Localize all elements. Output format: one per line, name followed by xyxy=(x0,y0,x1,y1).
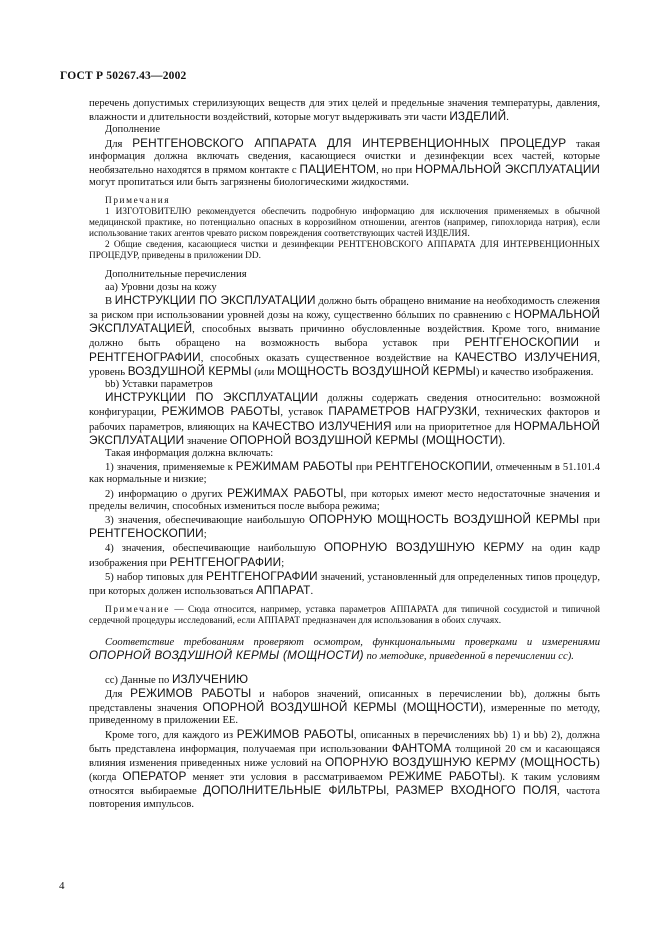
term-caps: РЕЖИМАХ РАБОТЫ xyxy=(227,485,344,500)
text-run: перечень допустимых стерилизующих веществ для этих целей и предельные значения температуры, давления, влажности и длительности воздействий, которые могут выдерживать эти части xyxy=(89,98,600,124)
paragraph-b13 xyxy=(89,460,600,486)
term-caps: НОРМАЛЬНОЙ ЭКСПЛУАТАЦИИ xyxy=(415,162,601,177)
paragraph-b21 xyxy=(89,687,600,728)
term-caps: ОПЕРАТОР xyxy=(122,769,187,784)
term-caps: ОПОРНОЙ ВОЗДУШНОЙ КЕРМЫ (МОЩНОСТИ) xyxy=(202,700,484,715)
document-header: ГОСТ Р 50267.43—2002 xyxy=(60,70,187,82)
term-caps: АППАРАТ xyxy=(255,583,311,598)
text-run: Кроме того, для каждого из xyxy=(105,729,237,741)
text-run: 1 ИЗГОТОВИТЕЛЮ рекомендуется обеспечить подробную информацию для исключения применяемых в обычной медицинской практике, но потенциально опасных в коррозийном отношении, агентов (например, гипохлорида натрия), если использование таких агентов чревато риском повреждения соответствующих частей ИЗДЕЛИЯ. xyxy=(89,207,600,240)
text-run: могут пропитаться или быть загрязнены биологическими жидкостями. xyxy=(89,177,409,189)
text-run: 1) значения, применяемые к xyxy=(105,462,236,474)
term-caps: РЕНТГЕНОСКОПИИ xyxy=(89,526,204,541)
text-run: значение xyxy=(184,435,230,447)
spacer xyxy=(89,262,600,269)
text-run: при xyxy=(352,462,376,474)
paragraph-b19 xyxy=(89,637,600,662)
text-run: сс) Данные по xyxy=(105,674,172,686)
text-run: , технических факторов и рабочих параметров, влияющих на xyxy=(89,407,601,433)
paragraph-b16 xyxy=(89,541,600,569)
term-caps: РЕНТГЕНОГРАФИИ xyxy=(89,349,201,364)
paragraph-b18 xyxy=(89,605,600,627)
text-run: , уровень xyxy=(89,352,600,378)
term-caps: ОПОРНОЙ ВОЗДУШНОЙ КЕРМЫ (МОЩНОСТИ) xyxy=(229,432,503,447)
text-run: , способных вызвать причинно обусловленные воздействия. Кроме того, внимание должно быть обращено на возможность выбора уставок при xyxy=(89,324,600,350)
term-caps: КАЧЕСТВО ИЗЛУЧЕНИЯ xyxy=(454,349,598,364)
text-run: такая информация должна включать сведения, касающиеся очистки и дезинфекции всех частей, которые необязательно находятся в прямом контакте с xyxy=(89,138,600,177)
paragraph-b6 xyxy=(89,240,600,262)
text-run: — Сюда относится, например, уставка параметров АППАРАТА для типичной сосудистой и типичной сердечной процедуры исследований, если АППАРАТ предназначен для использования в обоих случаях. xyxy=(89,605,600,627)
term-caps: РЕЖИМАМ РАБОТЫ xyxy=(235,459,353,474)
term-caps: ИЗЛУЧЕНИЮ xyxy=(171,671,249,686)
text-run: Для xyxy=(105,688,131,700)
text-run: должно быть обращено внимание на необходимость слежения за риском при использовании уровней дозы на кожу, существенно бóльших по сравнению с xyxy=(89,295,600,322)
paragraph-b7 xyxy=(89,269,600,281)
term-caps: РЕНТГЕНОГРАФИИ xyxy=(169,554,282,569)
term-caps: РАЗМЕР ВХОДНОГО ПОЛЯ xyxy=(395,783,558,798)
text-run: ; xyxy=(281,557,285,569)
document-body xyxy=(89,98,600,811)
text-run: . xyxy=(310,586,314,598)
term-caps: РЕНТГЕНОСКОПИИ xyxy=(375,459,491,474)
paragraph-b1 xyxy=(89,98,600,124)
paragraph-b15 xyxy=(89,513,600,541)
text-run: Дополнение xyxy=(105,124,161,136)
text-run: 4) значения, обеспечивающие наибольшую xyxy=(105,543,324,555)
term-caps: РЕЖИМОВ РАБОТЫ xyxy=(161,404,281,419)
text-run: , описанных в перечислениях bb) 1) и bb) 2), должна быть представлена информация, получаемая при использовании xyxy=(89,729,600,755)
text-run: ; xyxy=(203,529,207,541)
term-caps: ВОЗДУШНОЙ КЕРМЫ xyxy=(127,363,252,378)
text-run: по методике, приведенной в перечислении сс). xyxy=(363,650,574,662)
paragraph-b9 xyxy=(89,294,600,379)
term-caps: ФАНТОМА xyxy=(391,740,452,755)
text-run: ). К таким условиям относятся выбираемые xyxy=(89,772,600,798)
term-caps: РЕНТГЕНОВСКОГО АППАРАТА ДЛЯ ИНТЕРВЕНЦИОННЫХ ПРОЦЕДУР xyxy=(132,135,567,150)
note-label: Примечание xyxy=(105,605,170,616)
text-run: , частота повторения импульсов. xyxy=(89,786,601,810)
paragraph-b4 xyxy=(89,196,600,207)
text-run: , при которых имеют место недостаточные значения и пределы величин, способных измениться после выбора режима; xyxy=(89,488,600,512)
page-number: 4 xyxy=(59,880,65,892)
text-run: значений, установленный для определенных типов процедур, при которых должен использоваться xyxy=(89,571,600,598)
text-run: при xyxy=(579,515,601,527)
term-caps: ИНСТРУКЦИИ ПО ЭКСПЛУАТАЦИИ xyxy=(105,390,319,405)
spacer xyxy=(89,189,600,196)
term-caps: РЕЖИМОВ РАБОТЫ xyxy=(130,685,252,700)
text-run: ) и качество изображения. xyxy=(475,366,594,378)
paragraph-b11 xyxy=(89,391,600,448)
spacer xyxy=(89,663,600,673)
text-run: 5) набор типовых для xyxy=(105,571,207,583)
term-caps: ОПОРНУЮ ВОЗДУШНУЮ КЕРМУ (МОЩНОСТЬ) xyxy=(325,754,600,769)
term-caps: ИЗДЕЛИЙ xyxy=(449,109,507,124)
text-run: , xyxy=(386,786,396,798)
paragraph-b14 xyxy=(89,487,600,513)
text-run: . xyxy=(502,435,506,447)
text-run: Дополнительные перечисления xyxy=(105,269,247,281)
text-run: , измеренные по методу, приведенному в приложении EE. xyxy=(89,703,600,727)
text-run: и xyxy=(579,338,600,350)
text-run: аа) Уровни дозы на кожу xyxy=(105,281,217,293)
text-run: . xyxy=(506,112,509,124)
text-run: Примечания xyxy=(105,196,171,207)
term-caps: ДОПОЛНИТЕЛЬНЫЕ ФИЛЬТРЫ xyxy=(203,783,387,798)
term-caps: ПАРАМЕТРОВ НАГРУЗКИ xyxy=(328,404,478,419)
term-caps: ПАЦИЕНТОМ xyxy=(299,162,377,177)
term-caps: РЕНТГЕНОГРАФИИ xyxy=(206,568,318,583)
text-run: bb) Уставки параметров xyxy=(105,379,213,391)
spacer xyxy=(89,627,600,637)
text-run: толщиной 20 см и касающаяся влияния изменения приведенных ниже условий на xyxy=(89,743,600,769)
text-run: , отмеченным в 51.101.4 как нормальные и низкие; xyxy=(89,462,601,486)
text-run: , но при xyxy=(376,165,416,177)
term-caps: МОЩНОСТЬ ВОЗДУШНОЙ КЕРМЫ xyxy=(277,363,476,378)
term-italic-caps: ОПОРНОЙ ВОЗДУШНОЙ КЕРМЫ (МОЩНОСТИ) xyxy=(89,648,364,662)
text-run: или на приоритетное для xyxy=(391,421,514,433)
text-run: Соответствие требованиям проверяют осмотром, функциональными проверками и измерениями xyxy=(105,637,600,649)
term-caps: НОРМАЛЬНОЙ ЭКСПЛУАТАЦИИ xyxy=(89,418,600,447)
text-run: на один кадр изображения при xyxy=(89,543,600,569)
text-run: Такая информация должна включать: xyxy=(105,448,274,460)
term-caps: РЕЖИМЕ РАБОТЫ xyxy=(388,769,499,784)
paragraph-b3 xyxy=(89,137,600,190)
term-caps: ОПОРНУЮ МОЩНОСТЬ ВОЗДУШНОЙ КЕРМЫ xyxy=(308,512,580,527)
text-run: и наборов значений, описанных в перечислении bb), должны быть представлены значения xyxy=(89,688,600,715)
paragraph-b20 xyxy=(89,673,600,687)
term-caps: НОРМАЛЬНОЙ ЭКСПЛУАТАЦИЕЙ xyxy=(89,307,600,336)
text-run: 2) информацию о других xyxy=(105,488,228,500)
term-caps: КАЧЕСТВО ИЗЛУЧЕНИЯ xyxy=(252,418,392,433)
term-caps: РЕНТГЕНОСКОПИИ xyxy=(464,335,580,350)
text-run: , уставок xyxy=(280,407,329,419)
text-run: Для xyxy=(105,138,133,150)
text-run: (или xyxy=(251,366,278,378)
term-caps: ИНСТРУКЦИИ ПО ЭКСПЛУАТАЦИИ xyxy=(114,292,316,307)
term-caps: РЕЖИМОВ РАБОТЫ xyxy=(236,726,354,741)
text-run: меняет эти условия в рассматриваемом xyxy=(186,772,389,784)
text-run: 3) значения, обеспечивающие наибольшую xyxy=(105,515,309,527)
paragraph-b5 xyxy=(89,207,600,240)
text-run: 2 Общие сведения, касающиеся чистки и дезинфекции РЕНТГЕНОВСКОГО АППАРАТА ДЛЯ ИНТЕРВЕНЦИОННЫХ ПРОЦЕДУР, приведены в приложении DD. xyxy=(89,240,600,262)
text-run: В xyxy=(105,295,115,307)
text-run: , способных оказать существенное воздействие на xyxy=(200,352,455,364)
paragraph-b17 xyxy=(89,570,600,598)
term-caps: ОПОРНУЮ ВОЗДУШНУЮ КЕРМУ xyxy=(323,540,524,555)
paragraph-b22 xyxy=(89,728,600,811)
text-run: (когда xyxy=(89,772,123,784)
text-run: должны содержать сведения относительно: возможной конфигурации, xyxy=(89,393,600,419)
